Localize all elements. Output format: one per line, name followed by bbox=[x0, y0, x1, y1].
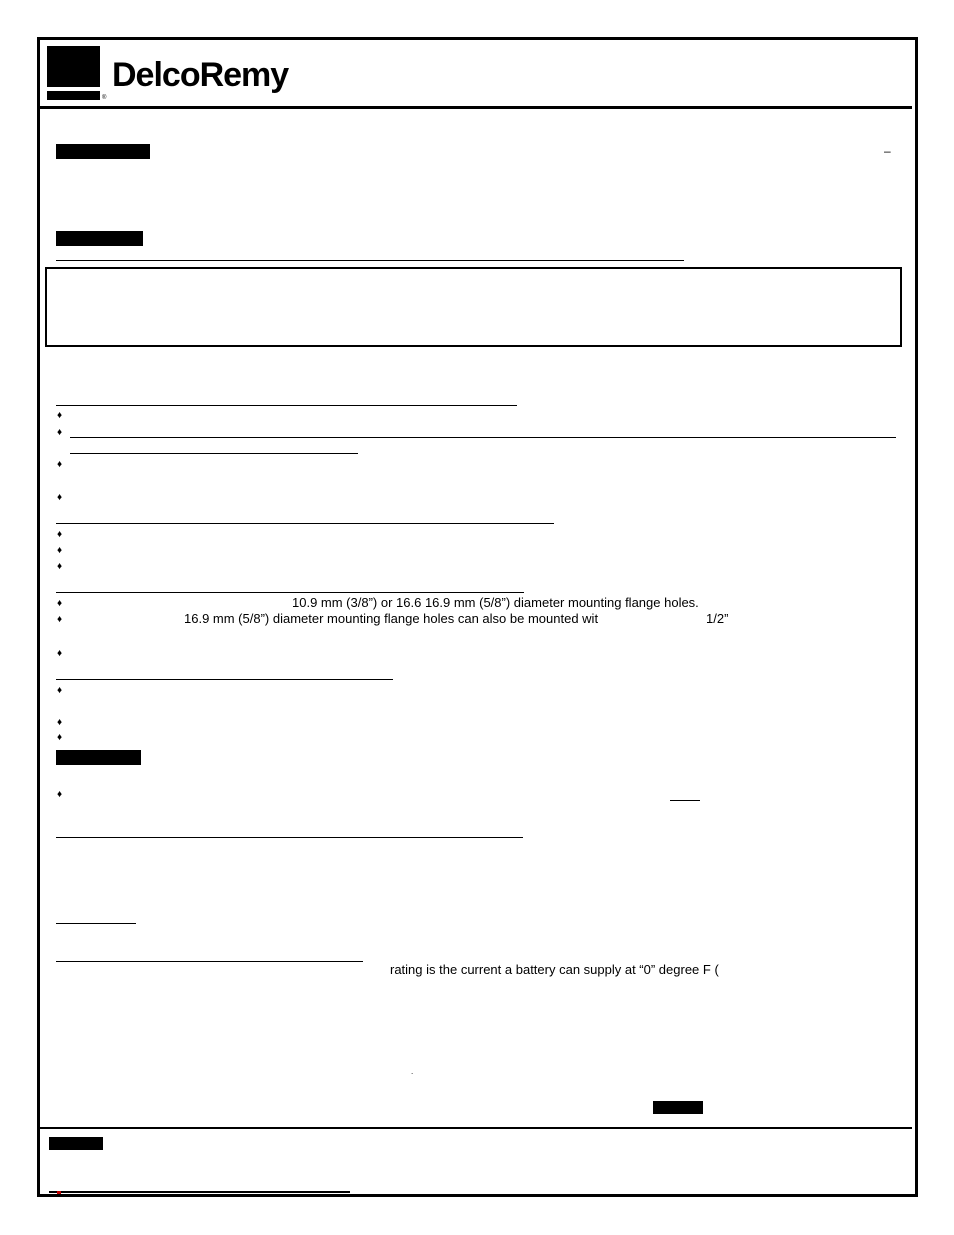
header-divider bbox=[40, 106, 912, 109]
brand-name: DelcoRemy bbox=[112, 56, 289, 94]
underline-4 bbox=[70, 453, 358, 454]
bullet: ♦ bbox=[57, 492, 63, 503]
mounting-text-2: 16.9 mm (5/8”) diameter mounting flange holes can also be mounted wit bbox=[184, 611, 599, 626]
registered-mark: ® bbox=[102, 95, 107, 101]
underline-3 bbox=[70, 437, 896, 438]
bullet: ♦ bbox=[57, 529, 63, 540]
bullet: ♦ bbox=[57, 410, 63, 421]
bullet: ♦ bbox=[57, 614, 63, 625]
underline-9 bbox=[56, 837, 523, 838]
underline-2 bbox=[56, 405, 517, 406]
bullet: ♦ bbox=[57, 598, 63, 609]
bullet: ♦ bbox=[57, 561, 63, 572]
section-heading-1 bbox=[56, 144, 150, 159]
section-heading-2 bbox=[56, 231, 143, 246]
underline-5 bbox=[56, 523, 554, 524]
mounting-text-3: 1/2” bbox=[706, 611, 729, 626]
underline-10 bbox=[56, 923, 136, 924]
section-heading-3 bbox=[56, 750, 141, 765]
brand-logo-icon bbox=[47, 46, 100, 101]
battery-rating-text: rating is the current a battery can supply at “0” degree F ( bbox=[390, 962, 719, 977]
bullet: ♦ bbox=[57, 545, 63, 556]
underline-8 bbox=[670, 800, 700, 801]
red-mark bbox=[57, 1191, 61, 1194]
section-heading-4 bbox=[49, 1137, 103, 1150]
underline-1 bbox=[56, 260, 684, 261]
mounting-text-1: 10.9 mm (3/8”) or 16.6 16.9 mm (5/8”) diameter mounting flange holes. bbox=[292, 595, 699, 610]
dash-mark: – bbox=[884, 144, 891, 158]
underline-7 bbox=[56, 679, 393, 680]
bullet: ♦ bbox=[57, 685, 63, 696]
bullet: ♦ bbox=[57, 648, 63, 659]
footer-divider bbox=[40, 1127, 912, 1129]
warning-box bbox=[45, 267, 902, 347]
tiny-mark: . bbox=[411, 1067, 414, 1076]
underline-6 bbox=[56, 592, 524, 593]
underline-12 bbox=[49, 1191, 350, 1193]
bullet: ♦ bbox=[57, 459, 63, 470]
bullet: ♦ bbox=[57, 732, 63, 743]
underline-11 bbox=[56, 961, 363, 962]
bullet: ♦ bbox=[57, 427, 63, 438]
bullet: ♦ bbox=[57, 789, 63, 800]
bullet: ♦ bbox=[57, 717, 63, 728]
redacted-block bbox=[653, 1101, 703, 1114]
